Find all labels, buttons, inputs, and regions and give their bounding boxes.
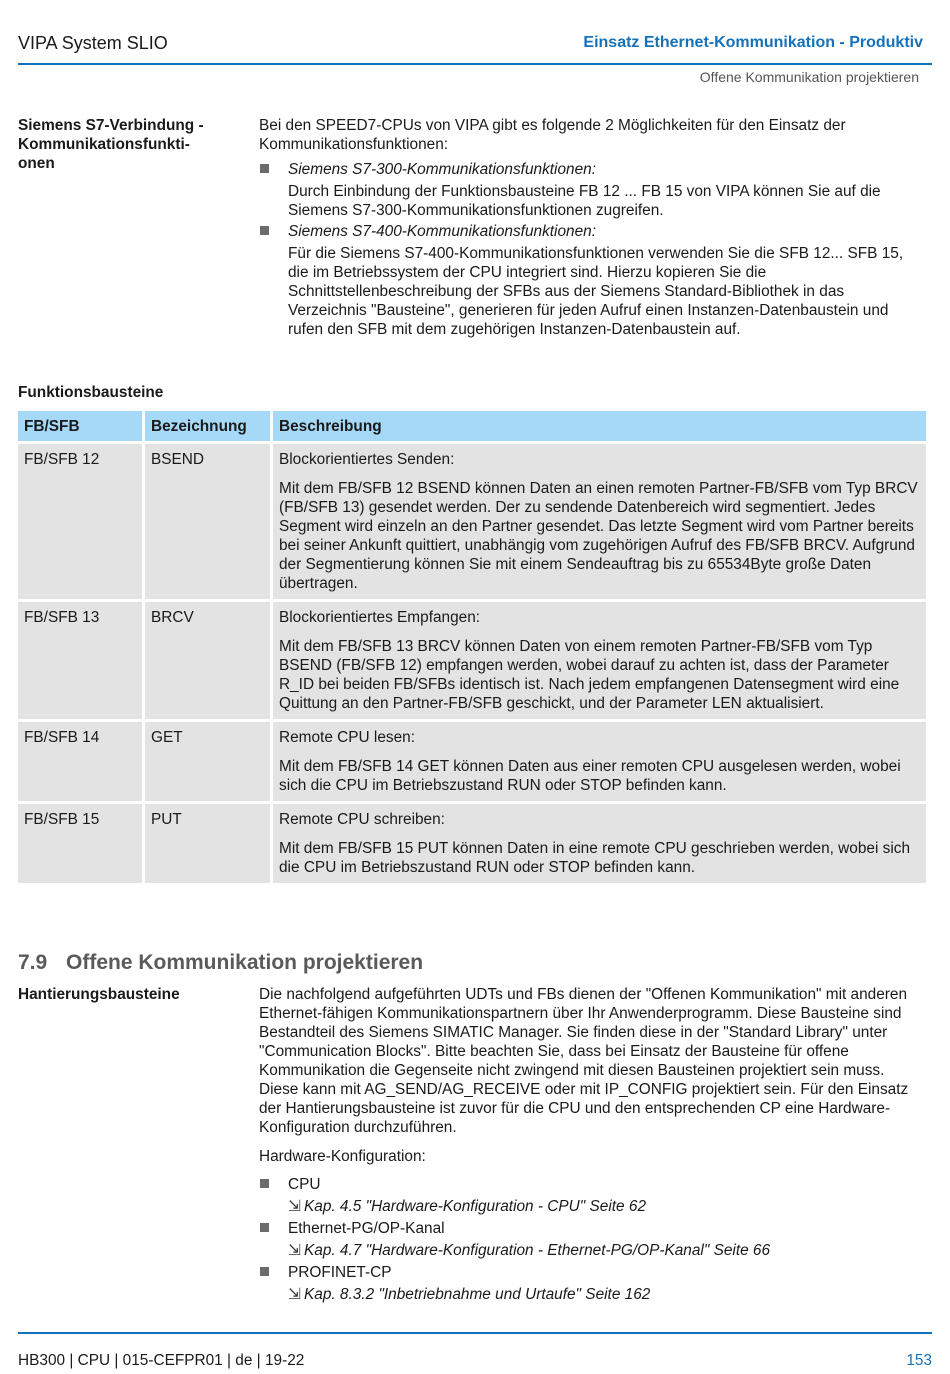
cell-description <box>273 722 926 801</box>
list-item <box>259 1263 927 1304</box>
link-arrow-icon: ⇲ <box>288 1286 301 1303</box>
handling-blocks-paragraph: Die nachfolgend aufgeführten UDTs und FBs dienen der "Offenen Kommunikation" mit anderen Ethernet-fähigen Kommunikationspartnern über Ihr Anwenderprogramm. Diese Bausteine sind Bestandteil des Siemens SIMATIC Manager. Sie finden diese in der "Standard Library" unter "Communication Blocks". Bitte beachten Sie, dass bei Einsatz der Bausteine für offene Kommunikation die Gegenseite nicht zwingend mit diesen Bausteinen projektiert sein muss. Diese kann mit AG_SEND/AG_RECEIVE oder mit IP_CONFIG projektiert sein. Für den Einsatz der Hantierungsbausteine ist zuvor für die CPU und den entsprechenden CP eine Hardware-Konfiguration durchzuführen. <box>259 986 909 1136</box>
table-header-row <box>18 411 926 441</box>
list-item <box>259 222 927 339</box>
description-lead: Blockorientiertes Empfangen: <box>279 609 481 626</box>
hardware-item-label: CPU <box>288 1176 321 1193</box>
column-header-name: Bezeichnung <box>145 411 270 441</box>
hardware-item-label: Ethernet-PG/OP-Kanal <box>288 1220 445 1237</box>
table-caption: Funktionsbausteine <box>18 384 164 401</box>
header-divider <box>18 63 932 65</box>
description-text: Mit dem FB/SFB 14 GET können Daten aus einer remoten CPU ausgelesen werden, wobei sich die CPU im Betriebszustand RUN oder STOP befinden kann. <box>279 758 901 794</box>
cell-name: BSEND <box>145 444 270 599</box>
page-number: 153 <box>906 1352 932 1369</box>
s7-sidehead-line: Kommunikationsfunkti- <box>18 136 190 153</box>
cross-reference-text[interactable]: Kap. 8.3.2 "Inbetriebnahme und Urtaufe" Seite 162 <box>304 1286 651 1303</box>
cross-reference-link[interactable] <box>288 1241 927 1260</box>
s7-body <box>259 116 927 339</box>
s7-sidehead <box>18 116 243 173</box>
cell-name: BRCV <box>145 602 270 719</box>
handling-blocks-body <box>259 985 927 1304</box>
s7-option-title: Siemens S7-300-Kommunikationsfunktionen: <box>288 161 596 178</box>
s7-intro: Bei den SPEED7-CPUs von VIPA gibt es folgende 2 Möglichkeiten für den Einsatz der Kommunikationsfunktionen: <box>259 117 846 153</box>
s7-options-list <box>259 160 927 339</box>
footer-document-id: HB300 | CPU | 015-CEFPR01 | de | 19-22 <box>18 1352 305 1369</box>
cell-description <box>273 804 926 883</box>
cross-reference-text[interactable]: Kap. 4.7 "Hardware-Konfiguration - Ethernet-PG/OP-Kanal" Seite 66 <box>304 1242 771 1259</box>
cell-fb: FB/SFB 15 <box>18 804 142 883</box>
s7-option-text: Durch Einbindung der Funktionsbausteine FB 12 ... FB 15 von VIPA können Sie auf die Siemens S7-300-Kommunikationsfunktionen zugreifen. <box>288 183 881 219</box>
section-number: 7.9 <box>18 951 48 974</box>
bullet-square-icon <box>260 164 269 173</box>
table-row <box>18 444 926 599</box>
link-arrow-icon: ⇲ <box>288 1242 301 1259</box>
cell-description <box>273 444 926 599</box>
bullet-square-icon <box>260 1267 269 1276</box>
list-item <box>259 160 927 220</box>
table-row <box>18 602 926 719</box>
table-row <box>18 722 926 801</box>
hardware-item-label: PROFINET-CP <box>288 1264 392 1281</box>
cross-reference-link[interactable] <box>288 1197 927 1216</box>
cell-fb: FB/SFB 12 <box>18 444 142 599</box>
description-text: Mit dem FB/SFB 15 PUT können Daten in eine remote CPU geschrieben werden, wobei sich die CPU im Betriebszustand RUN oder STOP befinden kann. <box>279 840 911 876</box>
section-title: Offene Kommunikation projektieren <box>66 951 424 974</box>
link-arrow-icon: ⇲ <box>288 1198 301 1215</box>
header-section-title: Offene Kommunikation projektieren <box>699 69 919 85</box>
list-item <box>259 1219 927 1260</box>
s7-option-title: Siemens S7-400-Kommunikationsfunktionen: <box>288 223 596 240</box>
s7-sidehead-line: Siemens S7-Verbindung - <box>18 117 204 134</box>
cross-reference-link[interactable] <box>288 1285 927 1304</box>
cell-fb: FB/SFB 14 <box>18 722 142 801</box>
function-blocks-table <box>15 408 929 886</box>
s7-sidehead-line: onen <box>18 155 55 172</box>
header-chapter-title: Einsatz Ethernet-Kommunikation - Produktiv <box>583 34 923 51</box>
list-item <box>259 1175 927 1216</box>
s7-option-text: Für die Siemens S7-400-Kommunikationsfunktionen verwenden Sie die SFB 12... SFB 15, die im Betriebssystem der CPU integriert sind. Hierzu kopieren Sie die Schnittstellenbeschreibung der SFBs aus der Siemens Standard-Bibliothek in das Verzeichnis "Bausteine", generieren für jeden Aufruf einen Instanzen-Datenbaustein und rufen den SFB mit dem zugehörigen Instanzen-Datenbaustein auf. <box>288 245 904 338</box>
table-row <box>18 804 926 883</box>
cross-reference-text[interactable]: Kap. 4.5 "Hardware-Konfiguration - CPU" Seite 62 <box>304 1198 646 1215</box>
bullet-square-icon <box>260 1179 269 1188</box>
cell-fb: FB/SFB 13 <box>18 602 142 719</box>
hardware-config-label: Hardware-Konfiguration: <box>259 1148 426 1165</box>
bullet-square-icon <box>260 1223 269 1232</box>
cell-name: GET <box>145 722 270 801</box>
column-header-fb: FB/SFB <box>18 411 142 441</box>
description-lead: Blockorientiertes Senden: <box>279 451 455 468</box>
header-product-title: VIPA System SLIO <box>18 33 168 53</box>
footer-divider <box>18 1332 932 1334</box>
handling-blocks-sidehead: Hantierungsbausteine <box>18 986 180 1003</box>
description-lead: Remote CPU schreiben: <box>279 811 445 828</box>
bullet-square-icon <box>260 226 269 235</box>
column-header-description: Beschreibung <box>273 411 926 441</box>
hardware-config-list <box>259 1175 927 1304</box>
description-lead: Remote CPU lesen: <box>279 729 416 746</box>
description-text: Mit dem FB/SFB 13 BRCV können Daten von einem remoten Partner-FB/SFB vom Typ BSEND (FB/SFB 12) empfangen werden, wobei darauf zu achten ist, dass der Parameter R_ID bei beiden FB/SFBs identisch ist. Nach jedem empfangenen Datensegment wird eine Quittung an den Partner-FB/SFB geschickt, und der Parameter LEN aktualisiert. <box>279 638 900 712</box>
cell-description <box>273 602 926 719</box>
description-text: Mit dem FB/SFB 12 BSEND können Daten an einen remoten Partner-FB/SFB vom Typ BRCV (FB/SFB 13) gesendet werden. Der zu sendende Datenbereich wird segmentiert. Jedes Segment wird einzeln an den Partner gesendet. Das letzte Segment wird vom Partner bereits bei seiner Ankunft quittiert, unabhängig vom zugehörigen Aufruf des FB/SFB BRCV. Aufgrund der Segmentierung können Sie mit einem Sendeauftrag bis zu 65534Byte große Daten übertragen. <box>279 480 918 592</box>
cell-name: PUT <box>145 804 270 883</box>
